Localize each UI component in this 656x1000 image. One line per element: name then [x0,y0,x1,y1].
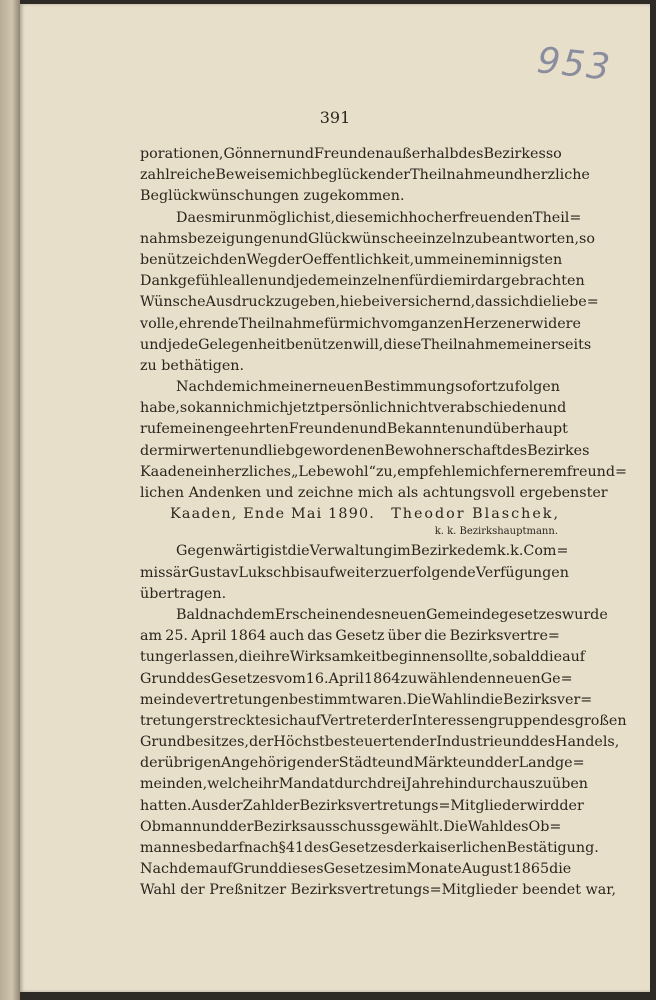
text-line: Nachdem ich meiner neuen Bestimmung sofort zu folgen [176,379,560,396]
page-edge [0,0,20,1000]
text-line: tretung erstreckte sich auf Vertreter der Interessengruppen des großen [140,712,627,729]
text-line: Wünsche Ausdruck zu geben, hiebei versichernd, dass ich die liebe= [140,294,599,311]
text-line: Wahl der Preßnitzer Bezirksvertretungs=Mitglieder beendet war, [140,882,617,899]
text-line: meindevertretungen bestimmt waren. Die Wahl in die Bezirksver= [140,691,593,708]
text-line: Grund des Gesetzes vom 16. April 1864 zu wählenden neuen Ge= [140,670,573,687]
text-line: der mir werten und liebgewordenen Bewohnerschaft des Bezirkes [140,442,590,459]
text-line: rufe meinen geehrten Freunden und Bekannten und überhaupt [140,421,568,438]
text-line: missär Gustav Luksch bis auf weiter zu erfolgende Verfügungen [140,564,569,581]
text-line: Dankgefühle allen und jedem einzelnen für die mir dargebrachten [140,273,585,290]
text-line: Gegenwärtig ist die Verwaltung im Bezirke dem k. k. Com= [176,543,569,560]
text-line: porationen, Gönnern und Freunden außerhalb des Bezirkes so [140,146,562,162]
text-line: volle, ehrende Theilnahme für mich vom ganzen Herzen erwidere [140,315,581,332]
signature-name: Theodor Blaschek, [391,506,560,523]
text-line: zu bethätigen. [140,357,245,374]
text-line: Kaaden ein herzliches „Lebewohl“ zu, empfehle mich fernerem freund= [140,463,628,480]
text-line: benütze ich den Weg der Oeffentlichkeit, um meinem innigsten [140,251,563,268]
signature-place-date: Kaaden, Ende Mai 1890. [170,506,376,523]
text-line: Beglückwünschungen zugekommen. [140,188,405,205]
text-line: übertragen. [140,585,227,602]
text-line: Bald nach dem Erscheinen des neuen Gemeindegesetzes wurde [176,606,608,623]
page-number: 391 [319,108,351,127]
handwritten-folio-number: 953 [535,40,614,89]
text-line: meinden, welche ihr Mandat durch drei Jahre hindurch auszuüben [140,776,589,793]
text-line: mannes bedarf nach § 41 des Gesetzes der kaiserlichen Bestätigung. [140,840,599,856]
text-line: und jede Gelegenheit benützen will, diese Theilnahme meinerseits [140,336,592,353]
text-line: am 25. April 1864 auch das Gesetz über die Bezirksvertre= [140,628,560,645]
text-line: der übrigen Angehörigen der Städte und Märkte und der Landge= [140,755,585,772]
book-page [20,4,650,992]
text-line: Nachdem auf Grund dieses Gesetzes im Monate August 1865 die [140,861,572,878]
text-line: Grundbesitzes, der Höchstbesteuerten der Industrie und des Handels, [140,734,620,751]
text-line: zahlreiche Beweise mich beglückender Theilnahme und herzliche [140,167,590,184]
signature-line [140,504,560,525]
text-line: hatten. Aus der Zahl der Bezirksvertretungs=Mitglieder wird der [140,797,584,814]
signature-title: k. k. Bezirkshauptmann. [434,526,558,538]
body-text [140,144,628,902]
text-line: nahmsbezeigungen und Glückwünsche einzeln zu beantworten, so [140,230,595,247]
text-line: lichen Andenken und zeichne mich als achtungsvoll ergebenster [140,485,608,501]
text-line: Da es mir unmöglich ist, diese mich hocherfreuenden Theil= [176,209,582,226]
text-line: habe, so kann ich mich jetzt persönlich nicht verabschieden und [140,400,567,417]
text-line: tung erlassen, die ihre Wirksamkeit beginnen sollte, sobald die auf [140,649,586,666]
text-line: Obmann und der Bezirksausschuss gewählt. Die Wahl des Ob= [140,818,562,835]
